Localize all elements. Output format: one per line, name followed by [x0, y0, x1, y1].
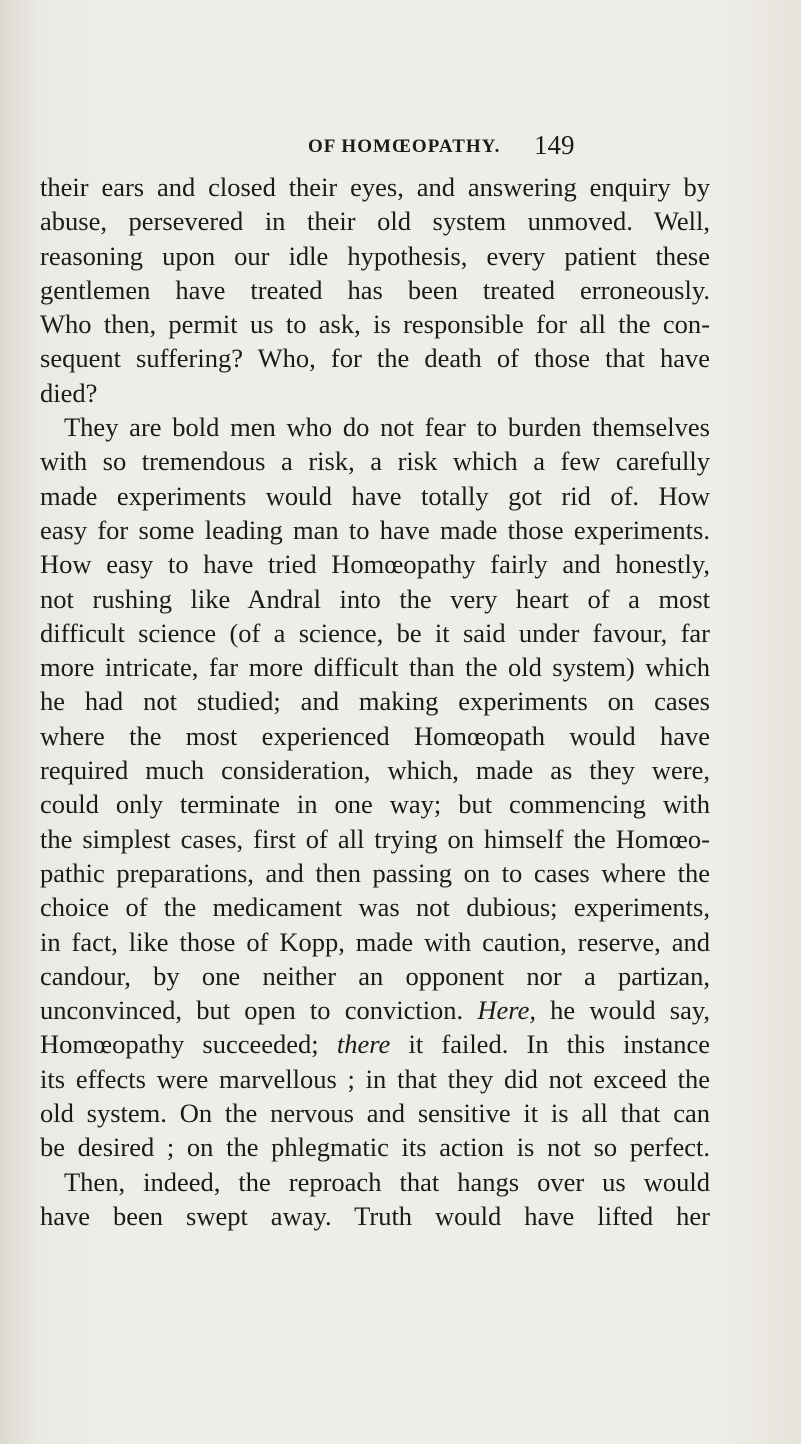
text-line: more intricate, far more difficult than the old system) which	[40, 652, 710, 683]
text-line: with so tremendous a risk, a risk which a few carefully	[40, 446, 710, 477]
text-line-mixed	[40, 1027, 710, 1061]
text-line: How easy to have tried Homœopathy fairly and honestly,	[40, 549, 710, 580]
text-line-mixed	[40, 993, 710, 1027]
text-line: pathic preparations, and then passing on to cases where the	[40, 857, 710, 888]
text-line: reasoning upon our idle hypothesis, every patient these	[40, 240, 710, 271]
text-line: easy for some leading man to have made those experiments.	[40, 514, 710, 545]
text-line: have been swept away. Truth would have lifted her	[40, 1200, 710, 1231]
text-line: their ears and closed their eyes, and answering enquiry by	[40, 172, 710, 202]
text-line: the simplest cases, first of all trying on himself the Homœo-	[40, 823, 710, 854]
text-fragment: unconvinced, but open to conviction.	[40, 995, 464, 1026]
text-line: difficult science (of a science, be it said under favour, far	[40, 617, 710, 648]
text-line: died?	[40, 377, 98, 408]
page-number: 149	[534, 130, 575, 160]
text-fragment: he would say,	[550, 995, 710, 1026]
text-line: Who then, permit us to ask, is responsible for all the con-	[40, 309, 710, 340]
page-header	[258, 130, 668, 170]
text-fragment: it failed. In this instance	[408, 1029, 711, 1060]
text-line: could only terminate in one way; but commencing with	[40, 789, 710, 820]
text-line: its effects were marvellous ; in that they did not exceed the	[40, 1063, 710, 1094]
text-line: sequent suffering? Who, for the death of those that have	[40, 343, 710, 374]
text-fragment: Homœopathy succeeded;	[40, 1029, 319, 1060]
text-line: not rushing like Andral into the very heart of a most	[40, 583, 710, 614]
text-line: choice of the medicament was not dubious; experiments,	[40, 892, 710, 923]
text-line: in fact, like those of Kopp, made with caution, reserve, and	[40, 926, 710, 957]
text-line: gentlemen have treated has been treated erroneously.	[40, 274, 710, 305]
paragraph-start-line: Then, indeed, the reproach that hangs over us would	[64, 1166, 710, 1197]
text-line: required much consideration, which, made as they were,	[40, 755, 710, 786]
italic-word: there	[336, 1029, 391, 1060]
text-line: old system. On the nervous and sensitive it is all that can	[40, 1098, 710, 1129]
running-head: OF HOMŒOPATHY.	[308, 136, 501, 157]
text-line: abuse, persevered in their old system unmoved. Well,	[40, 206, 710, 237]
paragraph-start-line: They are bold men who do not fear to burden themselves	[64, 412, 710, 443]
text-line: he had not studied; and making experiments on cases	[40, 686, 710, 717]
italic-word: Here,	[477, 995, 536, 1026]
text-line: made experiments would have totally got rid of. How	[40, 480, 710, 511]
text-line: candour, by one neither an opponent nor a partizan,	[40, 960, 710, 991]
text-line: be desired ; on the phlegmatic its action is not so perfect.	[40, 1132, 710, 1163]
body-text	[40, 170, 710, 1233]
text-line: where the most experienced Homœopath would have	[40, 720, 710, 751]
